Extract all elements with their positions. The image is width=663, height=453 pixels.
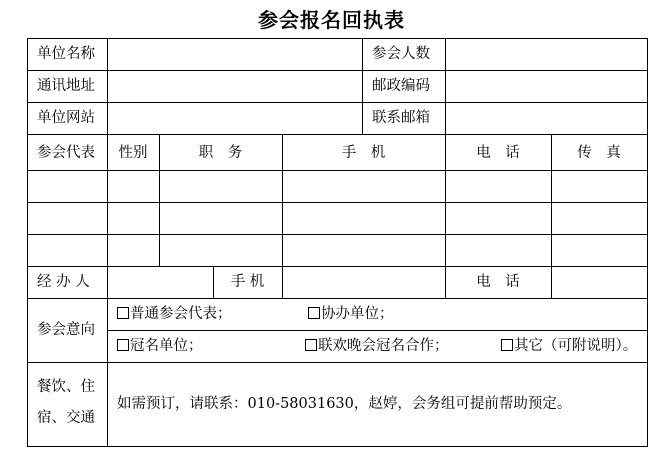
postcode-label: 邮政编码 bbox=[372, 78, 430, 94]
checkbox-icon[interactable] bbox=[501, 339, 513, 351]
delegates-label: 参会代表 bbox=[37, 145, 95, 161]
services-label-line1: 餐饮、住 bbox=[37, 379, 95, 395]
services-label-line2: 宿、交通 bbox=[37, 410, 95, 426]
intent-option-gala-sponsor[interactable]: 联欢晚会冠名合作； bbox=[305, 338, 449, 354]
handler-phone-label: 电 话 bbox=[476, 274, 520, 290]
gender-header: 性别 bbox=[118, 145, 148, 161]
intent-label: 参会意向 bbox=[37, 322, 95, 338]
position-header: 职 务 bbox=[198, 145, 243, 161]
mobile-header: 手 机 bbox=[341, 145, 386, 161]
checkbox-icon[interactable] bbox=[305, 339, 317, 351]
intent-option-other[interactable]: 其它（可附说明）。 bbox=[501, 338, 637, 354]
checkbox-icon[interactable] bbox=[117, 339, 129, 351]
phone-header: 电 话 bbox=[476, 145, 520, 161]
intent-option-regular[interactable]: 普通参会代表； bbox=[117, 306, 232, 322]
checkbox-icon[interactable] bbox=[117, 307, 129, 319]
fax-header: 传 真 bbox=[577, 145, 621, 161]
form-title: 参会报名回执表 bbox=[258, 8, 405, 32]
handler-mobile-label: 手 机 bbox=[230, 274, 265, 290]
handler-label: 经 办 人 bbox=[37, 274, 90, 290]
address-label: 通讯地址 bbox=[37, 78, 95, 94]
unit-name-label: 单位名称 bbox=[37, 46, 95, 62]
intent-option-title-sponsor[interactable]: 冠名单位； bbox=[117, 338, 203, 354]
email-label: 联系邮箱 bbox=[372, 110, 430, 126]
website-label: 单位网站 bbox=[37, 110, 95, 126]
checkbox-icon[interactable] bbox=[308, 307, 320, 319]
intent-option-co-organizer[interactable]: 协办单位； bbox=[308, 306, 394, 322]
services-note: 如需预订，请联系：010-58031630，赵婷，会务组可提前帮助预定。 bbox=[117, 396, 572, 412]
attendees-label: 参会人数 bbox=[372, 46, 430, 62]
